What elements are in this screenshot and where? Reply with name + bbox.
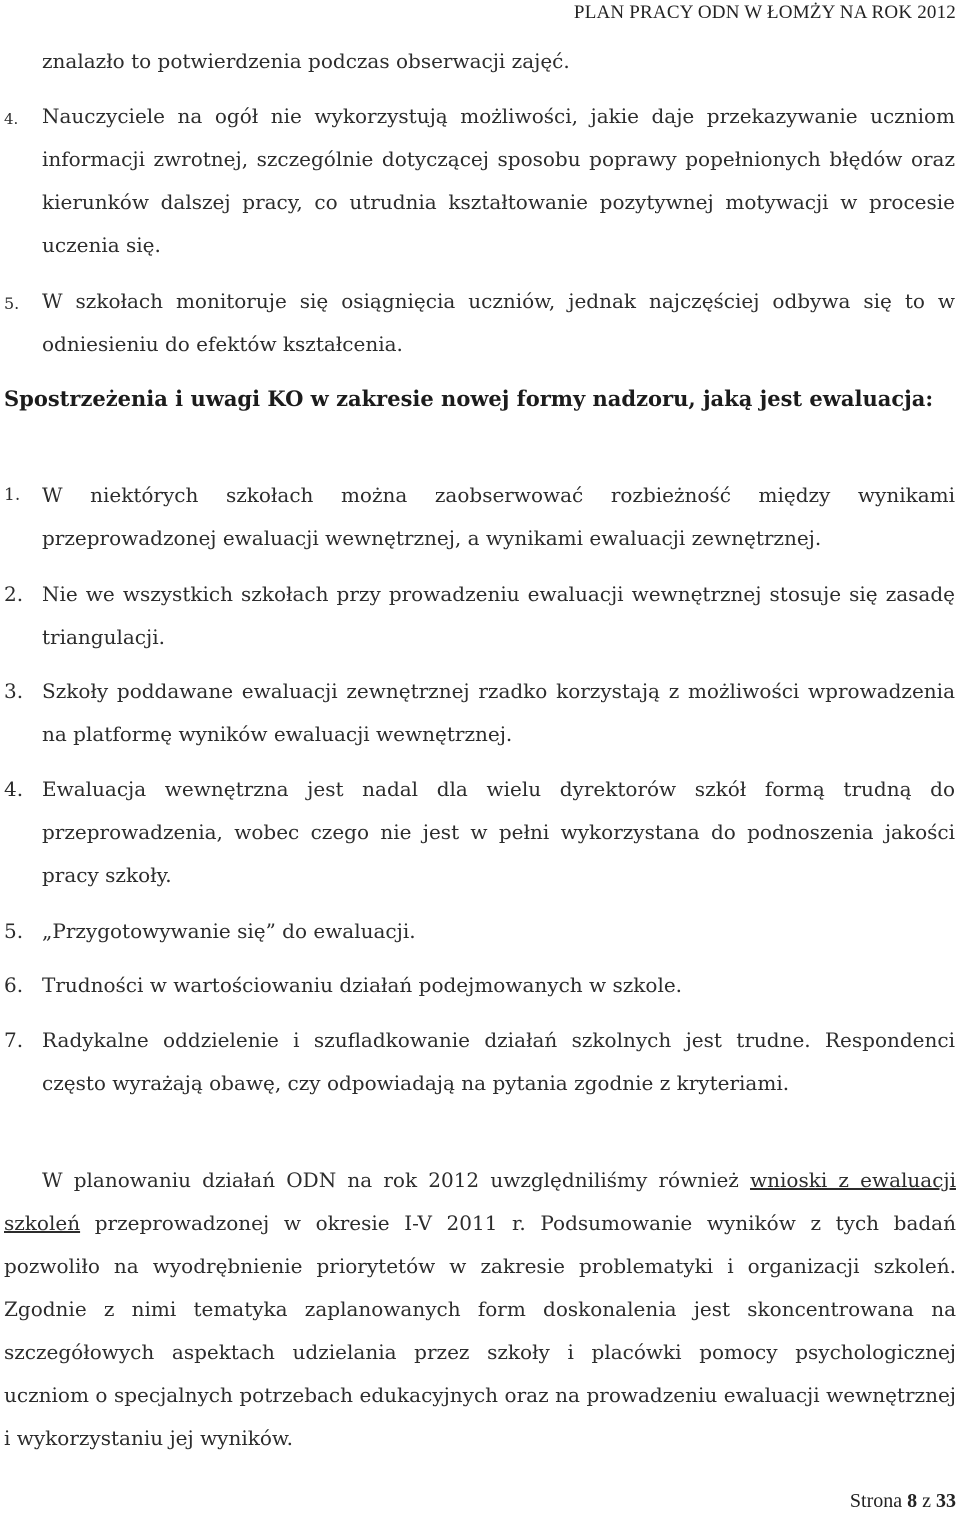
page-footer — [850, 1490, 956, 1513]
running-header: PLAN PRACY ODN W ŁOMŻY NA ROK 2012 — [573, 2, 956, 23]
current-page-number: 8 — [907, 1490, 918, 1512]
list-item-text: Szkoły poddawane ewaluacji zewnętrznej rzadko korzystają z możliwości wprowadzenia na platformę wyników ewaluacji wewnętrznej. — [42, 679, 955, 746]
list-item-number: 4. — [4, 777, 24, 801]
closing-paragraph — [4, 1159, 956, 1460]
list-item-text: W szkołach monitoruje się osiągnięcia uczniów, jednak najczęściej odbywa się to w odniesieniu do efektów kształcenia. — [42, 289, 955, 356]
footer-separator: z — [922, 1490, 931, 1512]
list-item-number: 4. — [4, 110, 19, 128]
list-item-text: Nauczyciele na ogół nie wykorzystują możliwości, jakie daje przekazywanie uczniom informacji zwrotnej, szczególnie dotyczącej sposobu poprawy popełnionych błędów oraz kierunków dalszej pracy, co utrudnia kształtowanie pozytywnej motywacji w procesie uczenia się. — [42, 104, 955, 257]
continuation-line: znalazło to potwierdzenia podczas obserwacji zajęć. — [42, 49, 570, 73]
evaluation-conclusions-link[interactable]: wnioski z ewaluacji szkoleń — [4, 1168, 956, 1235]
list-item-text: Nie we wszystkich szkołach przy prowadzeniu ewaluacji wewnętrznej stosuje się zasadę triangulacji. — [42, 582, 955, 649]
closing-text-end: przeprowadzonej w okresie I-V 2011 r. Podsumowanie wyników z tych badań pozwoliło na wyodrębnienie priorytetów w zakresie problematyki i organizacji szkoleń. Zgodnie z nimi tematyka zaplanowanych form doskonalenia jest skoncentrowana na szczegółowych aspektach udzielania przez szkoły i placówki pomocy psychologicznej uczniom o specjalnych potrzebach edukacyjnych oraz na prowadzeniu ewaluacji wewnętrznej i wykorzystaniu jej wyników. — [4, 1211, 956, 1450]
closing-text-start: W planowaniu działań ODN na rok 2012 uwzględniliśmy również — [42, 1168, 751, 1192]
section-heading: Spostrzeżenia i uwagi KO w zakresie nowej formy nadzoru, jaką jest ewaluacja: — [4, 386, 934, 411]
list-item-text: Radykalne oddzielenie i szufladkowanie działań szkolnych jest trudne. Respondenci często wyrażają obawę, czy odpowiadają na pytania zgodnie z kryteriami. — [42, 1028, 955, 1095]
list-item-number: 6. — [4, 973, 24, 997]
list-item-text: Trudności w wartościowaniu działań podejmowanych w szkole. — [42, 973, 683, 997]
list-item-text: W niektórych szkołach można zaobserwować rozbieżność między wynikami przeprowadzonej ewaluacji wewnętrznej, a wynikami ewaluacji zewnętrznej. — [42, 483, 955, 550]
list-item-number: 3. — [4, 679, 24, 703]
list-item-number: 7. — [4, 1028, 24, 1052]
list-item-number: 5. — [4, 919, 24, 943]
list-item-text: Ewaluacja wewnętrzna jest nadal dla wielu dyrektorów szkół formą trudną do przeprowadzenia, wobec czego nie jest w pełni wykorzystana do podnoszenia jakości pracy szkoły. — [42, 777, 955, 887]
total-pages-number: 33 — [936, 1490, 956, 1512]
footer-prefix: Strona — [849, 1490, 903, 1512]
list-item-number: 5. — [4, 294, 20, 313]
list-item-number: 1. — [4, 485, 21, 505]
list-item-text: „Przygotowywanie się” do ewaluacji. — [42, 919, 416, 943]
list-item-number: 2. — [4, 582, 24, 606]
